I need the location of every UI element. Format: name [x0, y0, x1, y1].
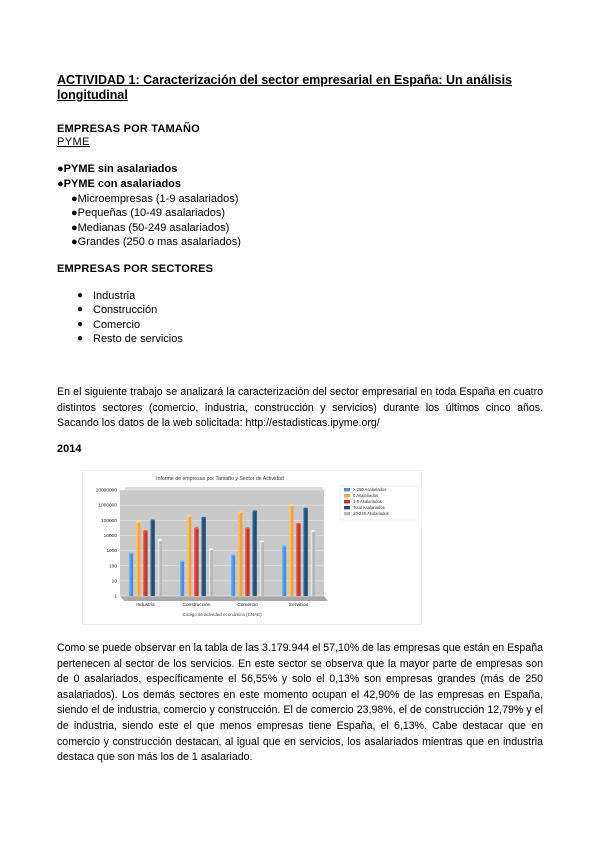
y-tick-label: 1	[114, 594, 117, 600]
x-tick-label: Industria	[136, 603, 155, 608]
bullet-icon: ●	[77, 304, 84, 315]
bar-top	[304, 508, 308, 510]
bar-top	[143, 530, 147, 532]
bar-highlight	[143, 531, 144, 596]
bar-top	[238, 511, 242, 513]
y-tick-label: 10000000	[95, 488, 117, 494]
sector-servicios: Resto de servicios	[93, 333, 183, 345]
bar-highlight	[245, 528, 246, 596]
bar-highlight	[238, 512, 239, 596]
legend-label: 10-249 Asalariados	[353, 511, 389, 516]
bar-top	[158, 539, 162, 541]
bar-highlight	[129, 553, 130, 596]
bar-highlight	[304, 509, 305, 596]
pyme-subheading: PYME	[57, 136, 90, 148]
legend-label: 1-9 Asalariados	[353, 499, 382, 504]
x-tick-label: Construcción	[182, 603, 211, 608]
chart-wall-top	[124, 487, 324, 490]
pyme-sin-item: ●PYME sin asalariados	[57, 163, 178, 175]
legend-swatch	[344, 494, 350, 497]
size-heading: EMPRESAS POR TAMAÑO	[57, 123, 200, 135]
bar-highlight	[289, 505, 290, 596]
bar-highlight	[209, 549, 210, 596]
x-tick-label: Comercio	[237, 603, 258, 608]
bar-top	[180, 560, 184, 562]
sectors-heading: EMPRESAS POR SECTORES	[57, 263, 214, 275]
year-heading: 2014	[57, 443, 82, 455]
bar-highlight	[158, 540, 159, 596]
x-tick-label: Servicios	[288, 603, 309, 608]
bar-top	[209, 548, 213, 550]
legend-label: Total Asalariados	[353, 505, 385, 510]
bar-top	[202, 517, 206, 519]
analysis-paragraph: Como se puede observar en la tabla de las 3.179.944 el 57,10% de las empresas que están en España pertenecen al sector de los servicios. En este sector se observa que la mayor parte de empresas son de 0 asalariados, específicamente el 56,55% y solo el 0,13% son empresas grandes (más de 250 asalariados). Los demás sectores en este momento ocupan el 42,90% de las empresas en España, siendo el de industria, comercio y construcción. El de comercio 23,98%, el de construcción 12,79% y el de industria, siendo este el que menos empresas tiene España, el 6,13%. Cabe destacar que en comercio y construcción destacan, al igual que en servicios, los asalariados mientras que en industria destaca que son más los de 1 asalariado.	[57, 642, 543, 764]
bar-highlight	[151, 520, 152, 596]
legend-swatch	[344, 488, 350, 491]
legend-swatch	[344, 500, 350, 503]
sector-industria: Industria	[93, 290, 136, 302]
bar-highlight	[180, 561, 181, 596]
bar-highlight	[282, 546, 283, 596]
pyme-con-item: ●PYME con asalariados	[57, 178, 182, 190]
bar-top	[289, 504, 293, 506]
bar-highlight	[253, 511, 254, 596]
bar-top	[296, 523, 300, 525]
bar-highlight	[194, 528, 195, 596]
chart-x-label: Código de actividad económica (CNAE)	[182, 612, 262, 617]
chart-legend	[340, 486, 418, 520]
bar-top	[260, 541, 264, 543]
bar-top	[245, 527, 249, 529]
legend-swatch	[344, 512, 350, 515]
bar-top	[282, 545, 286, 547]
bullet-icon: ●	[77, 333, 84, 344]
activity-title: ACTIVIDAD 1: Caracterización del sector empresarial en España: Un análisis longitudinal	[57, 73, 513, 102]
bar-highlight	[260, 541, 261, 596]
bar-highlight	[136, 522, 137, 596]
bar-top	[151, 519, 155, 521]
bar-highlight	[231, 555, 232, 596]
y-tick-label: 100000	[100, 518, 117, 524]
y-tick-label: 10000	[103, 534, 117, 540]
chart-title: Informe de empresas por Tamaño y Sector de Actividad	[156, 476, 284, 482]
bar-top	[194, 527, 198, 529]
sector-construccion: Construcción	[93, 304, 158, 316]
legend-swatch	[344, 506, 350, 509]
medianas-item: ●Medianas (50-249 asalariados)	[71, 222, 230, 234]
bar-top	[136, 521, 140, 523]
bar-highlight	[202, 518, 203, 596]
y-tick-label: 1000000	[98, 503, 117, 509]
bar-top	[311, 530, 315, 532]
grandes-item: ●Grandes (250 o mas asalariados)	[71, 236, 241, 248]
bullet-icon: ●	[77, 290, 84, 301]
micro-item: ●Microempresas (1-9 asalariados)	[71, 193, 239, 205]
pequenas-item: ●Pequeñas (10-49 asalariados)	[71, 207, 226, 219]
y-tick-label: 1000	[106, 549, 117, 555]
bar-highlight	[187, 516, 188, 596]
bar-highlight	[296, 524, 297, 596]
bar-top	[231, 554, 235, 556]
legend-label: 0 Asalariados	[353, 493, 379, 498]
bar-top	[187, 515, 191, 517]
sector-comercio: Comercio	[93, 319, 141, 331]
bar-highlight	[311, 531, 312, 596]
y-tick-label: 10	[111, 579, 117, 585]
company-chart	[82, 470, 422, 625]
chart-floor	[120, 596, 328, 601]
bar-top	[253, 510, 257, 512]
y-tick-label: 100	[108, 564, 117, 570]
intro-paragraph: En el siguiente trabajo se analizará la caracterización del sector empresarial en toda España en cuatro distintos sectores (comercio, industria, construcción y servicios) durante los últimos cinco años. Sacando los datos de la web solicitada: http://estadisticas.ipyme.org/	[57, 386, 543, 430]
bullet-icon: ●	[77, 319, 84, 330]
bar-top	[129, 552, 133, 554]
legend-label: > 250 Asalariados	[353, 487, 387, 492]
